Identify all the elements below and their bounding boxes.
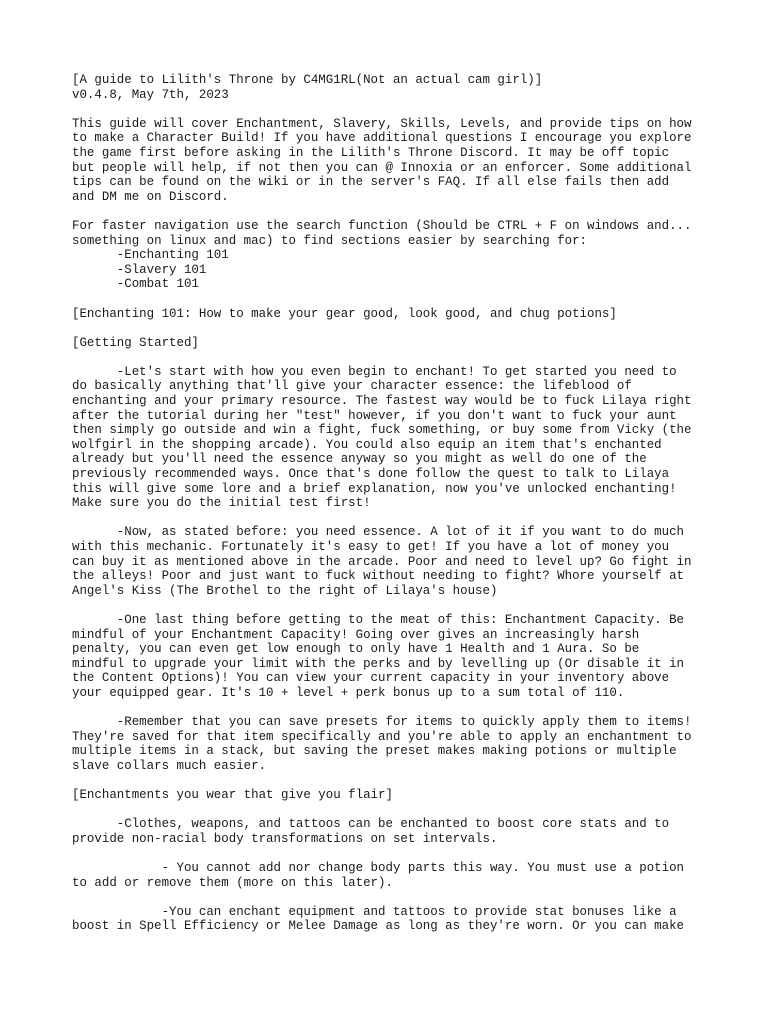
text-line: multiple items in a stack, but saving the preset makes making potions or multiple xyxy=(72,744,677,759)
blank-line xyxy=(72,321,712,336)
text-line: This guide will cover Enchantment, Slavery, Skills, Levels, and provide tips on how xyxy=(72,116,692,131)
text-line: For faster navigation use the search function (Should be CTRL + F on windows and... xyxy=(72,218,692,233)
blank-line xyxy=(72,701,712,716)
text-line: [Getting Started] xyxy=(72,335,199,350)
text-line: -You can enchant equipment and tattoos to provide stat bonuses like a xyxy=(72,904,677,919)
text-line: then simply go outside and win a fight, fuck something, or buy some from Vicky (the xyxy=(72,423,692,438)
text-line: mindful to upgrade your limit with the perks and by levelling up (Or disable it in xyxy=(72,656,685,671)
text-line: [Enchantments you wear that give you flair] xyxy=(72,788,393,803)
text-line: Make sure you do the initial test first! xyxy=(72,496,371,511)
text-line: -Enchanting 101 xyxy=(72,248,229,263)
text-line: your equipped gear. It's 10 + level + perk bonus up to a sum total of 110. xyxy=(72,685,625,700)
text-line: but people will help, if not then you can @ Innoxia or an enforcer. Some additional xyxy=(72,160,692,175)
text-line: [Enchanting 101: How to make your gear good, look good, and chug potions] xyxy=(72,306,617,321)
blank-line xyxy=(72,803,712,818)
text-line: can buy it as mentioned above in the arcade. Poor and need to level up? Go fight in xyxy=(72,554,692,569)
text-line: to make a Character Build! If you have additional questions I encourage you explore xyxy=(72,131,692,146)
text-line: the Content Options)! You can view your current capacity in your inventory above xyxy=(72,671,670,686)
text-line: -Remember that you can save presets for items to quickly apply them to items! xyxy=(72,715,692,730)
text-line: the alleys! Poor and just want to fuck without needing to fight? Whore yourself at xyxy=(72,569,685,584)
text-line: They're saved for that item specifically and you're able to apply an enchantment to xyxy=(72,729,692,744)
text-line: and DM me on Discord. xyxy=(72,189,229,204)
text-line: -Now, as stated before: you need essence. A lot of it if you want to do much xyxy=(72,525,685,540)
text-line: - You cannot add nor change body parts this way. You must use a potion xyxy=(72,861,685,876)
blank-line xyxy=(72,890,712,905)
text-line: wolfgirl in the shopping arcade). You could also equip an item that's enchanted xyxy=(72,437,662,452)
text-line: do basically anything that'll give your character essence: the lifeblood of xyxy=(72,379,632,394)
text-line: after the tutorial during her "test" however, if you don't want to fuck your aunt xyxy=(72,408,677,423)
text-line: -Let's start with how you even begin to enchant! To get started you need to xyxy=(72,364,677,379)
text-line: -Combat 101 xyxy=(72,277,199,292)
blank-line xyxy=(72,846,712,861)
text-line: this will give some lore and a brief explanation, now you've unlocked enchanting! xyxy=(72,481,677,496)
text-line: penalty, you can even get low enough to only have 1 Health and 1 Aura. So be xyxy=(72,642,640,657)
text-line: -Slavery 101 xyxy=(72,262,207,277)
blank-line xyxy=(72,102,712,117)
blank-line xyxy=(72,774,712,789)
text-line: mindful of your Enchantment Capacity! Going over gives an increasingly harsh xyxy=(72,627,640,642)
text-line: already but you'll need the essence anyway so you might as well do one of the xyxy=(72,452,647,467)
text-line: Angel's Kiss (The Brothel to the right of Lilaya's house) xyxy=(72,583,498,598)
text-line: boost in Spell Efficiency or Melee Damage as long as they're worn. Or you can make xyxy=(72,919,685,934)
text-line: [A guide to Lilith's Throne by C4MG1RL(Not an actual cam girl)] xyxy=(72,73,543,87)
text-line: provide non-racial body transformations on set intervals. xyxy=(72,831,498,846)
text-line: -One last thing before getting to the meat of this: Enchantment Capacity. Be xyxy=(72,612,685,627)
text-line: tips can be found on the wiki or in the server's FAQ. If all else fails then add xyxy=(72,175,670,190)
text-line: v0.4.8, May 7th, 2023 xyxy=(72,87,229,102)
blank-line xyxy=(72,292,712,307)
text-line: previously recommended ways. Once that's done follow the quest to talk to Lilaya xyxy=(72,467,670,482)
text-line: to add or remove them (more on this later). xyxy=(72,875,393,890)
text-line: slave collars much easier. xyxy=(72,758,267,773)
text-line: enchanting and your primary resource. The fastest way would be to fuck Lilaya right xyxy=(72,394,692,409)
blank-line xyxy=(72,511,712,526)
blank-line xyxy=(72,598,712,613)
document-body xyxy=(72,73,712,934)
text-line: the game first before asking in the Lilith's Throne Discord. It may be off topic xyxy=(72,145,670,160)
text-line: -Clothes, weapons, and tattoos can be enchanted to boost core stats and to xyxy=(72,817,670,832)
blank-line xyxy=(72,350,712,365)
text-line: something on linux and mac) to find sections easier by searching for: xyxy=(72,233,587,248)
blank-line xyxy=(72,204,712,219)
text-line: with this mechanic. Fortunately it's easy to get! If you have a lot of money you xyxy=(72,540,670,554)
